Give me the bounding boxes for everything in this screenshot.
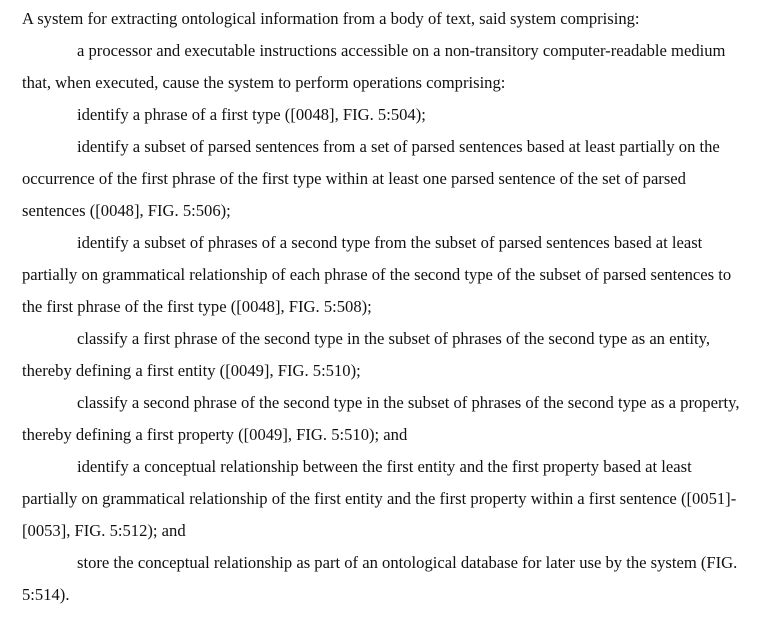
claim-step-classify-property: classify a second phrase of the second type in the subset of phrases of the second type as a property, thereby defining a first property ([0049], FIG. 5:510); and <box>22 393 740 444</box>
claim-step-identify-first-phrase: identify a phrase of a first type ([0048], FIG. 5:504); <box>77 105 426 124</box>
claim-step-identify-relationship: identify a conceptual relationship between the first entity and the first property based at least partially on grammatical relationship of the first entity and the first property within a first sentence ([0051]-[0053], FIG. 5:512); and <box>22 457 737 540</box>
claim-element-processor: a processor and executable instructions accessible on a non-transitory computer-readable medium that, when executed, cause the system to perform operations comprising: <box>22 41 726 92</box>
claim-preamble: A system for extracting ontological information from a body of text, said system comprising: <box>22 9 640 28</box>
claim-step-classify-entity: classify a first phrase of the second type in the subset of phrases of the second type as an entity, thereby defining a first entity ([0049], FIG. 5:510); <box>22 329 710 380</box>
claim-step-store-relationship: store the conceptual relationship as part of an ontological database for later use by the system (FIG. 5:514). <box>22 553 738 604</box>
claim-step-identify-parsed-sentences: identify a subset of parsed sentences from a set of parsed sentences based at least partially on the occurrence of the first phrase of the first type within at least one parsed sentence of the set of parsed sentences ([0048], FIG. 5:506); <box>22 137 720 220</box>
claim-step-identify-second-type-phrases: identify a subset of phrases of a second type from the subset of parsed sentences based at least partially on grammatical relationship of each phrase of the second type of the subset of parsed sentences to the first phrase of the first type ([0048], FIG. 5:508); <box>22 233 732 316</box>
claim-document <box>22 3 744 611</box>
